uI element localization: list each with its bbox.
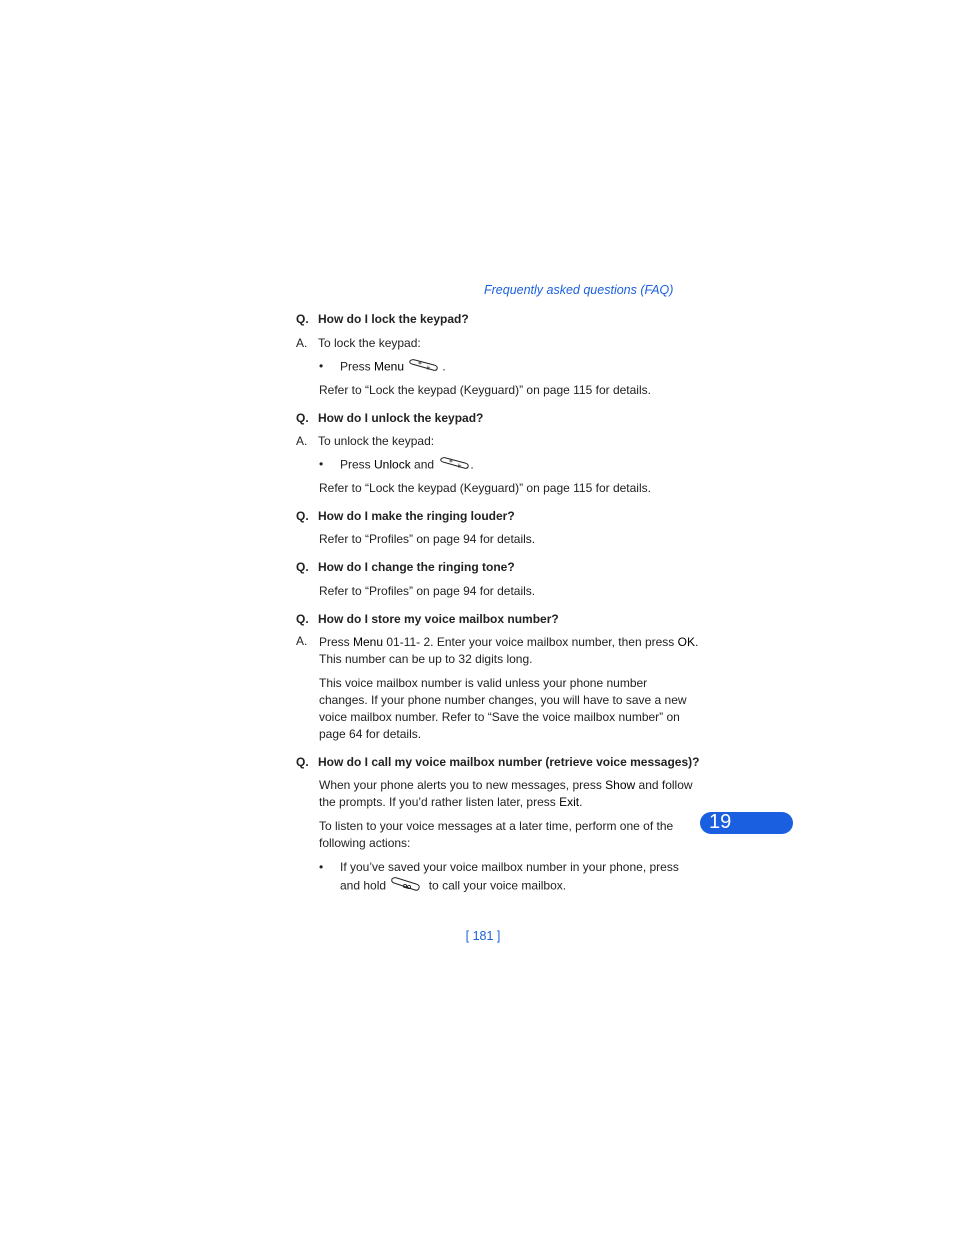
- star-key-icon: [440, 456, 470, 475]
- answer-store-mailbox-label: [296, 634, 318, 648]
- bullet-suffix: .: [470, 457, 474, 472]
- answer-text: To lock the keypad:: [318, 336, 421, 350]
- q-label: Q.: [296, 612, 309, 626]
- question-text: How do I make the ringing louder?: [318, 509, 515, 523]
- answer-mid: 01-11- 2. Enter your voice mailbox number, then press: [383, 635, 675, 649]
- bullet-suffix: .: [439, 359, 446, 374]
- svg-text:*: *: [449, 458, 454, 467]
- svg-text:+: +: [425, 364, 431, 372]
- new-messages-para: [319, 777, 695, 811]
- question-unlock-keypad: [296, 411, 483, 425]
- listen-later-para: To listen to your voice messages at a later time, perform one of the following actions:: [319, 819, 674, 850]
- star-key-icon: [409, 358, 439, 377]
- menu-keyword: Menu: [374, 359, 405, 374]
- para-post: .: [579, 795, 583, 809]
- unlock-keyword: Unlock: [374, 457, 411, 472]
- chapter-tab: [700, 812, 793, 834]
- question-store-mailbox: [296, 612, 559, 626]
- question-text: How do I store my voice mailbox number?: [318, 612, 559, 626]
- a-label: A.: [296, 434, 308, 448]
- refer-keyguard-1: Refer to “Lock the keypad (Keyguard)” on page 115 for details.: [319, 383, 651, 397]
- question-ringing-louder: [296, 509, 515, 523]
- question-text: How do I change the ringing tone?: [318, 560, 515, 574]
- q-label: Q.: [296, 560, 309, 574]
- menu-keyword: Menu: [353, 635, 384, 649]
- bullet-text: Press: [340, 359, 375, 374]
- show-keyword: Show: [605, 778, 636, 792]
- answer-post: . This number can be up to 32 digits long.: [319, 635, 699, 666]
- bullet-press-hold: [319, 859, 699, 895]
- exit-keyword: Exit: [559, 795, 580, 809]
- a-label: A.: [296, 336, 308, 350]
- question-text: How do I lock the keypad?: [318, 312, 469, 326]
- q-label: Q.: [296, 509, 309, 523]
- answer-store-mailbox: [319, 634, 699, 668]
- refer-keyguard-2: Refer to “Lock the keypad (Keyguard)” on page 115 for details.: [319, 481, 651, 495]
- para-mid: and follow the prompts. If you’d rather listen later, press: [319, 778, 693, 809]
- ok-keyword: OK: [677, 635, 695, 649]
- answer-unlock-keypad: [296, 434, 434, 448]
- bullet-text: Press: [340, 457, 375, 472]
- bullet-suffix: to call your voice mailbox.: [425, 878, 567, 893]
- bullet-and: and: [410, 457, 438, 472]
- answer-lock-keypad: [296, 336, 421, 350]
- chapter-number: 19: [709, 811, 732, 833]
- question-call-mailbox: [296, 755, 699, 769]
- refer-profiles-1: Refer to “Profiles” on page 94 for details.: [319, 532, 536, 546]
- voicemail-key-icon: [391, 876, 421, 897]
- bullet-dot: •: [319, 860, 324, 874]
- q-label: Q.: [296, 312, 309, 326]
- q-label: Q.: [296, 755, 309, 769]
- answer-text: To unlock the keypad:: [318, 434, 435, 448]
- bullet-dot: •: [319, 457, 324, 471]
- question-text: How do I call my voice mailbox number (retrieve voice messages)?: [318, 755, 700, 769]
- refer-profiles-2: Refer to “Profiles” on page 94 for details.: [319, 584, 536, 598]
- bullet-text: If you’ve saved your voice mailbox number in your phone, press and hold: [340, 860, 679, 893]
- bullet-dot: •: [319, 359, 324, 373]
- running-header: Frequently asked questions (FAQ): [484, 283, 674, 297]
- para-pre: When your phone alerts you to new messages, press: [319, 778, 606, 792]
- a-label: A.: [296, 634, 308, 648]
- svg-text:+: +: [456, 462, 463, 470]
- question-text: How do I unlock the keypad?: [318, 411, 484, 425]
- question-lock-keypad: [296, 312, 469, 326]
- question-ringing-tone: [296, 560, 515, 574]
- svg-text:*: *: [418, 360, 423, 369]
- mailbox-validity-para: This voice mailbox number is valid unless your phone number changes. If your phone number changes, you will have to save a new voice mailbox number. Refer to “Save the voice mailbox number” on page 64 for details.: [319, 676, 687, 741]
- q-label: Q.: [296, 411, 309, 425]
- answer-pre: Press: [319, 635, 354, 649]
- page-number: [ 181 ]: [465, 929, 501, 943]
